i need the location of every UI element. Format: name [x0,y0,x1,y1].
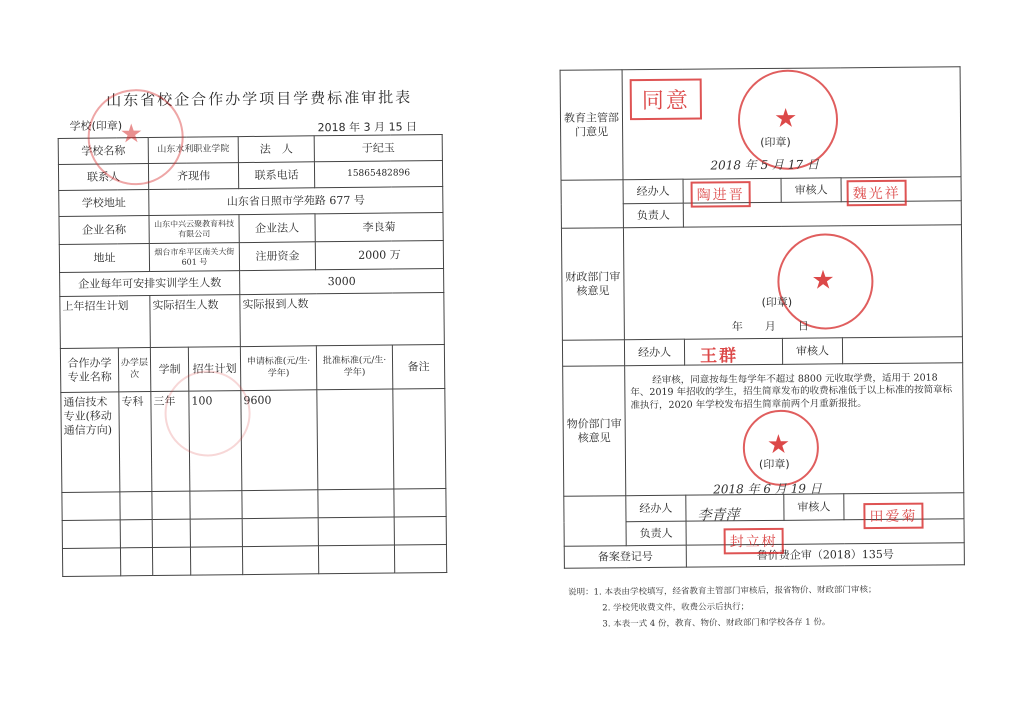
price-reviewer-label: 审核人 [784,494,844,521]
contact-label: 联系人 [58,164,148,191]
price-handler-label: 经办人 [626,495,686,522]
apply-standard-label: 申请标准(元/生·学年) [240,346,316,391]
finance-opinion-label: 财政部门审核意见 [561,228,624,341]
agree-stamp: 同意 [630,79,702,121]
legal-value: 于纪玉 [314,134,442,161]
capital-label: 注册资金 [239,242,315,271]
note-2: 2. 学校凭收费文件，收费公示后执行； [602,602,750,614]
last-year-plan-label: 上年招生计划 [60,296,151,349]
level-value: 专科 [119,392,152,492]
form-date: 2018 年 3 月 15 日 [317,120,418,135]
yearly-trainees-value: 3000 [240,268,444,294]
edu-responsible-label: 负责人 [623,203,683,228]
finance-reviewer-label: 审核人 [782,338,842,365]
level-label: 办学层次 [118,348,150,392]
school-name-label: 学校名称 [58,138,148,165]
price-responsible-stamp: 封立树 [724,528,784,555]
address-label: 学校地址 [59,190,149,217]
phone-value: 15865482896 [314,160,442,187]
price-date: 2018 年 6 月 19 日 [713,481,822,497]
edu-opinion-label: 教育主管部门意见 [560,70,623,181]
right-approval-page [560,66,967,629]
finance-date: 年 月 日 [731,319,809,334]
approve-value [317,389,394,490]
edu-handler-stamp: 陶进晋 [691,181,751,208]
plan-value: 100 [189,391,242,492]
price-handler-signature: 李青萍 [697,507,740,524]
plan-label: 招生计划 [188,347,240,392]
apply-value: 9600 [241,390,318,491]
system-label: 学制 [150,347,188,391]
application-table [58,134,448,577]
major-value: 通信技术专业(移动通信方向) [61,392,120,493]
faded-seal-icon [164,370,251,457]
edu-handler-label: 经办人 [623,179,683,204]
price-reviewer-stamp: 田爱菊 [863,503,923,530]
note-3: 3. 本表一式 4 份，教育、物价、财政部门和学校各存 1 份。 [602,617,831,630]
note-1: 说明：1. 本表由学校填写，经省教育主管部门审核后，报省物价、财政部门审核； [568,585,877,598]
enterprise-name-label: 企业名称 [59,216,149,245]
actual-report-label: 实际报到人数 [240,292,445,346]
address-value: 山东省日照市学苑路 677 号 [149,186,443,215]
record-value: 鲁价费企审（2018）135号 [686,543,964,567]
remark-value [393,388,446,489]
finance-handler-label: 经办人 [624,339,684,366]
approve-standard-label: 批准标准(元/生·学年) [316,345,392,390]
price-responsible-label: 负责人 [626,521,686,546]
enterprise-name-value: 山东中兴云聚教育科技有限公司 [149,215,239,244]
phone-label: 联系电话 [238,162,314,189]
finance-seal-star-icon: ★ [811,265,835,296]
edu-reviewer-label: 审核人 [781,178,841,203]
yearly-trainees-label: 企业每年可安排实训学生人数 [60,271,240,297]
enterprise-legal-label: 企业法人 [239,214,315,243]
seal-star-icon: ★ [119,119,144,150]
school-seal-label: 学校(印章) [69,119,123,133]
price-opinion-text: 经审核，同意按每生每学年不超过 8800 元收取学费，适用于 2018 年、2019 年招收的学生，招生简章发布的收费标准低于以上标准的按简章标准执行，2020 年学校发布招生简章前两个月重新报批。 [630,372,953,411]
price-seal-star-icon: ★ [766,429,791,460]
contact-value: 齐现伟 [148,163,238,190]
major-label: 合作办学专业名称 [60,348,118,393]
finance-seal-label: (印章) [761,295,793,310]
system-value: 三年 [151,391,190,491]
enterprise-legal-value: 李良菊 [315,212,443,241]
capital-value: 2000 万 [315,240,443,269]
price-seal-label: (印章) [758,457,790,472]
edu-seal-label: (印章) [760,135,791,150]
school-name-value: 山东水利职业学院 [148,137,238,164]
form-title: 山东省校企合作办学项目学费标准审批表 [106,88,413,110]
edu-seal-star-icon: ★ [773,103,798,134]
legal-label: 法 人 [238,136,314,163]
remark-label: 备注 [392,344,444,389]
finance-handler-stamp: 王群 [699,346,739,367]
actual-enrol-label: 实际招生人数 [150,295,241,348]
enterprise-address-label: 地址 [59,244,149,273]
edu-reviewer-stamp: 魏光祥 [847,180,907,207]
enterprise-address-value: 烟台市牟平区南关大街 601 号 [149,243,239,272]
left-form-page [49,78,451,642]
record-label: 备案登记号 [564,545,686,568]
price-opinion-label: 物价部门审核意见 [563,366,626,497]
edu-date: 2018 年 5 月 17 日 [710,157,819,173]
